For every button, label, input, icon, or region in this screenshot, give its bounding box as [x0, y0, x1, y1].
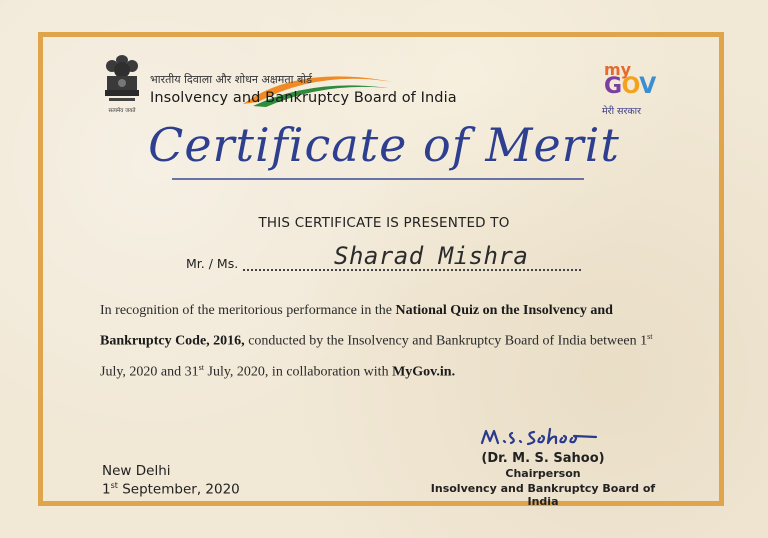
quiz-name: National Quiz on the Insolvency and Bankruptcy Code, 2016, [100, 303, 613, 349]
citation-intro: In recognition of the meritorious performance in the [100, 303, 396, 318]
ordinal-1: st [647, 332, 653, 341]
signer-role: Chairperson [505, 467, 581, 480]
citation-tail: July, 2020, in collaboration with [204, 364, 393, 380]
emblem-caption: सत्यमेव जयते [108, 108, 136, 114]
presented-to-heading: THIS CERTIFICATE IS PRESENTED TO [258, 215, 510, 231]
issue-date-rest: September, 2020 [117, 481, 240, 498]
mygov-tagline: मेरी सरकार [602, 106, 641, 117]
mygov-logo [598, 60, 674, 122]
handwritten-signature [478, 423, 602, 453]
title-underline [172, 178, 584, 180]
signer-name: (Dr. M. S. Sahoo) [481, 451, 605, 466]
issue-place: New Delhi [102, 463, 171, 479]
org-name-english: Insolvency and Bankruptcy Board of India [150, 90, 457, 106]
ordinal-2: st [198, 362, 204, 372]
signer-organization: Insolvency and Bankruptcy Board of India [430, 482, 656, 508]
citation-date-mid: July, 2020 and 31 [100, 364, 199, 380]
issue-date [102, 481, 240, 498]
partner-name: MyGov.in. [392, 364, 456, 380]
salutation-label: Mr. / Ms. [186, 256, 239, 271]
certificate-title: Certificate of Merit [148, 118, 620, 172]
national-emblem-icon [100, 52, 144, 118]
citation-paragraph [100, 298, 680, 385]
mygov-my-text: my [604, 60, 632, 79]
mygov-gov-text: GOV [604, 74, 656, 99]
citation-middle: conducted by the Insolvency and Bankruptcy Board of India between 1 [244, 333, 648, 349]
recipient-name: Sharad Mishra [334, 242, 529, 270]
org-name-hindi: भारतीय दिवाला और शोधन अक्षमता बोर्ड [150, 73, 312, 86]
issue-date-ordinal: st [110, 481, 118, 490]
issue-date-day: 1 [102, 481, 111, 498]
